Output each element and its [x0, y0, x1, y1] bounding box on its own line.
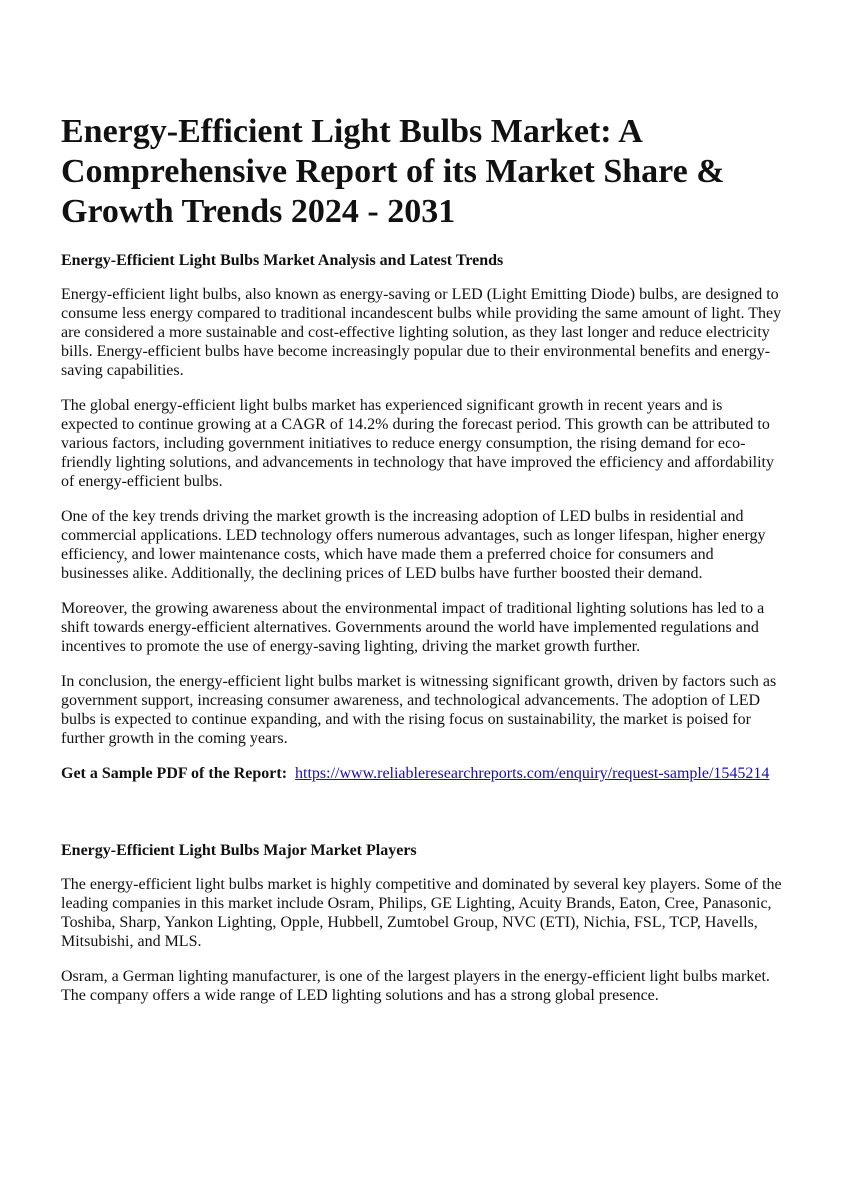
paragraph: The global energy-efficient light bulbs market has experienced significant growth in recent years and is expected to continue growing at a CAGR of 14.2% during the forecast period. This growth can be attributed to various factors, including government initiatives to reduce energy consumption, the rising demand for eco-friendly lighting solutions, and advancements in technology that have improved the efficiency and affordability of energy-efficient bulbs.: [61, 397, 774, 490]
document-page: [61, 112, 783, 1021]
section-heading-analysis: Energy-Efficient Light Bulbs Market Analysis and Latest Trends: [61, 252, 504, 269]
sample-pdf-label: Get a Sample PDF of the Report:: [61, 765, 288, 782]
paragraph: One of the key trends driving the market growth is the increasing adoption of LED bulbs in residential and commercial applications. LED technology offers numerous advantages, such as longer lifespan, higher energy efficiency, and lower maintenance costs, which have made them a preferred choice for consumers and businesses alike. Additionally, the declining prices of LED bulbs have further boosted their demand.: [61, 508, 766, 582]
document-title: Energy-Efficient Light Bulbs Market: A Comprehensive Report of its Market Share & Growth Trends 2024 - 2031: [61, 113, 725, 230]
paragraph: In conclusion, the energy-efficient light bulbs market is witnessing significant growth, driven by factors such as government support, increasing consumer awareness, and technological advancements. The adoption of LED bulbs is expected to continue expanding, and with the rising focus on sustainability, the market is poised for further growth in the coming years.: [61, 673, 777, 747]
sample-pdf-line: [61, 764, 783, 783]
paragraph: Moreover, the growing awareness about the environmental impact of traditional lighting solutions has led to a shift towards energy-efficient alternatives. Governments around the world have implemented regulations and incentives to promote the use of energy-saving lighting, driving the market growth further.: [61, 600, 765, 655]
paragraph: The energy-efficient light bulbs market is highly competitive and dominated by several key players. Some of the leading companies in this market include Osram, Philips, GE Lighting, Acuity Brands, Eaton, Cree, Panasonic, Toshiba, Sharp, Yankon Lighting, Opple, Hubbell, Zumtobel Group, NVC (ETI), Nichia, FSL, TCP, Havells, Mitsubishi, and MLS.: [61, 876, 782, 950]
paragraph: Osram, a German lighting manufacturer, is one of the largest players in the energy-efficient light bulbs market. The company offers a wide range of LED lighting solutions and has a strong global presence.: [61, 968, 770, 1004]
sample-pdf-link[interactable]: https://www.reliableresearchreports.com/enquiry/request-sample/1545214: [295, 765, 770, 782]
paragraph: Energy-efficient light bulbs, also known as energy-saving or LED (Light Emitting Diode) bulbs, are designed to consume less energy compared to traditional incandescent bulbs while providing the same amount of light. They are considered a more sustainable and cost-effective lighting solution, as they last longer and reduce electricity bills. Energy-efficient bulbs have become increasingly popular due to their environmental benefits and energy-saving capabilities.: [61, 286, 782, 379]
section-heading-players: Energy-Efficient Light Bulbs Major Market Players: [61, 842, 417, 859]
